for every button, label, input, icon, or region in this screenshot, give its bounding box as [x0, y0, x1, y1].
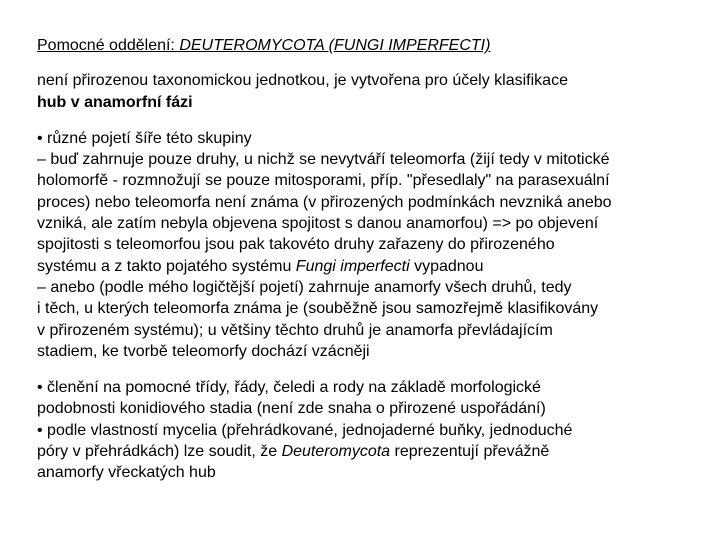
text-run: systému a z takto pojatého systému — [37, 257, 296, 275]
scope-line: – buď zahrnuje pouze druhy, u nichž se nevytváří teleomorfa (žijí tedy v mitotické — [37, 151, 610, 169]
title-prefix: Pomocné oddělení: — [37, 37, 180, 54]
bullet-scope: • různé pojetí šíře této skupiny — [37, 129, 252, 147]
mycelium-line: anamorfy vřeckatých hub — [37, 464, 216, 482]
intro-line: není přirozenou taxonomickou jednotkou, je vytvořena pro účely klasifikace — [37, 72, 568, 90]
classification-line: podobnosti konidiového stadia (není zde snaha o přirozené uspořádání) — [37, 400, 546, 418]
slide-content — [37, 35, 697, 499]
scope-line: v přirozeném systému); u většiny těchto druhů je anamorfa převládajícím — [37, 321, 553, 339]
scope-line: proces) nebo teleomorfa není známa (v přirozených podmínkách nevzniká anebo — [37, 193, 612, 211]
classification-paragraph — [37, 377, 697, 483]
italic-term: Deuteromycota — [281, 443, 391, 461]
italic-term: Fungi imperfecti — [295, 257, 410, 275]
title-taxon: DEUTEROMYCOTA (FUNGI IMPERFECTI) — [179, 37, 491, 54]
text-run: póry v přehrádkách) lze soudit, že — [37, 443, 282, 461]
scope-line: vzniká, ale zatím nebyla objevena spojitost s danou anamorfou) => po objevení — [37, 215, 599, 233]
bullet-classification: • členění na pomocné třídy, řády, čeledi a rody na základě morfologické — [37, 379, 541, 397]
scope-line — [37, 256, 697, 277]
text-run: vypadnou — [409, 257, 484, 275]
scope-line: – anebo (podle mého logičtější pojetí) zahrnuje anamorfy všech druhů, tedy — [37, 278, 572, 296]
scope-line: i těch, u kterých teleomorfa známa je (souběžně jsou samozřejmě klasifikovány — [37, 300, 599, 318]
intro-bold-line: hub v anamorfní fázi — [37, 93, 193, 111]
intro-paragraph — [37, 70, 697, 113]
text-run: reprezentují převážně — [390, 443, 550, 461]
slide-title — [37, 35, 697, 56]
bullet-mycelium: • podle vlastností mycelia (přehrádkované, jednojaderné buňky, jednoduché — [37, 421, 573, 439]
scope-line: spojitosti s teleomorfou jsou pak takovéto druhy zařazeny do přirozeného — [37, 236, 555, 254]
scope-paragraph — [37, 128, 697, 362]
scope-line: holomorfě - rozmnožují se pouze mitosporami, příp. "přesedlaly" na parasexuální — [37, 172, 610, 190]
scope-line: stadiem, ke tvorbě teleomorfy dochází vzácněji — [37, 342, 370, 360]
mycelium-line — [37, 441, 697, 462]
